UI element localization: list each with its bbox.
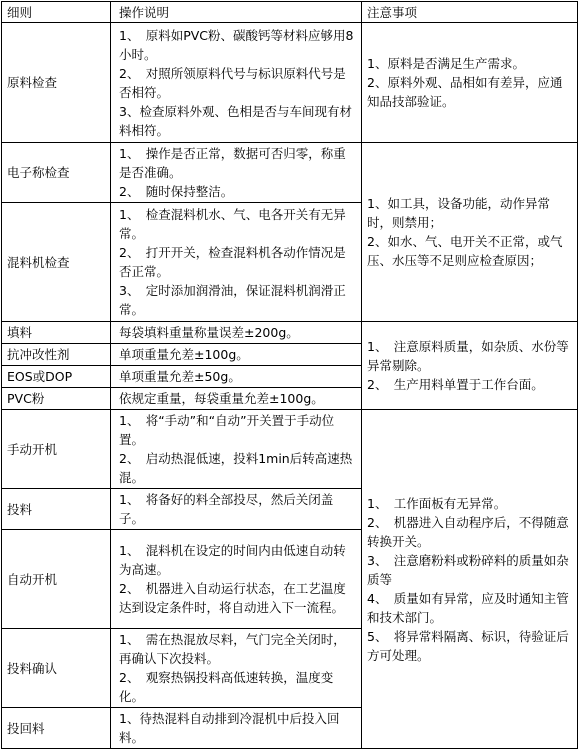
table-row bbox=[2, 410, 578, 489]
row-label: PVC粉 bbox=[2, 388, 111, 410]
note-line: 4、 质量如有异常，应及时通知主管和技术部门。 bbox=[367, 590, 569, 625]
row-operation: 每袋填料重量称量误差±200g。 bbox=[111, 322, 362, 344]
note-line: 2、 生产用料单置于工作台面。 bbox=[367, 377, 544, 392]
operation-line: 2、 随时保持整洁。 bbox=[119, 184, 234, 199]
note-line: 5、 将异常料隔离、标识，待验证后方可处理。 bbox=[367, 628, 569, 663]
notes-cell bbox=[362, 23, 578, 143]
operation-line: 1、 原料如PVC粉、碳酸钙等材料应够用8小时。 bbox=[119, 27, 354, 62]
table-row bbox=[2, 143, 578, 203]
operation-spec-table bbox=[1, 1, 578, 749]
note-line: 1、原料是否满足生产需求。 bbox=[367, 56, 525, 71]
row-operation bbox=[111, 708, 362, 749]
note-line: 3、 注意磨粉料或粉碎料的质量如杂质等 bbox=[367, 552, 569, 587]
note-line: 1、 注意原料质量，如杂质、水份等异常剔除。 bbox=[367, 339, 569, 373]
row-label: EOS或DOP bbox=[2, 366, 111, 388]
operation-line: 1、待热混料自动排到冷混机中后投入回料。 bbox=[119, 711, 340, 745]
row-label: 抗冲改性剂 bbox=[2, 344, 111, 366]
row-operation bbox=[111, 629, 362, 708]
row-label: 手动开机 bbox=[2, 410, 111, 489]
notes-cell bbox=[362, 322, 578, 410]
table-row bbox=[2, 322, 578, 344]
operation-line: 1、 操作是否正常，数据可否归零，称重是否准确。 bbox=[119, 146, 346, 180]
note-line: 1、 工作面板有无异常。 bbox=[367, 495, 507, 511]
operation-line: 2、 对照所领原料代号与标识原料代号是否相符。 bbox=[119, 65, 346, 100]
row-label: 投料 bbox=[2, 489, 111, 530]
row-label: 电子称检查 bbox=[2, 143, 111, 203]
row-operation bbox=[111, 530, 362, 629]
header-operation: 操作说明 bbox=[111, 2, 362, 23]
note-line: 2、如水、气、电开关不正常，或气压、水压等不足则应检查原因； bbox=[367, 234, 563, 268]
row-operation bbox=[111, 489, 362, 530]
notes-cell bbox=[362, 143, 578, 322]
row-operation bbox=[111, 143, 362, 203]
operation-line: 2、 观察热锅投料高低速转换，温度变化。 bbox=[119, 670, 334, 704]
row-label: 自动开机 bbox=[2, 530, 111, 629]
notes-cell bbox=[362, 410, 578, 749]
operation-line: 3、检查原料外观、色相是否与车间现有材料相符。 bbox=[119, 103, 352, 138]
operation-line: 2、 启动热混低速，投料1min后转高速热混。 bbox=[119, 451, 353, 485]
row-label: 投料确认 bbox=[2, 629, 111, 708]
operation-line: 1、 检查混料机水、气、电各开关有无异常。 bbox=[119, 207, 346, 241]
row-operation: 依规定重量，每袋重量允差±100g。 bbox=[111, 388, 362, 410]
operation-line: 2、 打开开关，检查混料机各动作情况是否正常。 bbox=[119, 245, 346, 279]
operation-line: 1、 将备好的料全部投尽，然后关闭盖子。 bbox=[119, 492, 334, 526]
note-line: 1、如工具，设备功能，动作异常时，则禁用； bbox=[367, 196, 550, 230]
row-label: 混料机检查 bbox=[2, 203, 111, 322]
table-row bbox=[2, 23, 578, 143]
operation-line: 3、 定时添加润滑油，保证混料机润滑正常。 bbox=[119, 283, 346, 317]
row-label: 填料 bbox=[2, 322, 111, 344]
header-detail: 细则 bbox=[2, 2, 111, 23]
table-header-row bbox=[2, 2, 578, 23]
row-label: 原料检查 bbox=[2, 23, 111, 143]
note-line: 2、 机器进入自动程序后，不得随意转换开关。 bbox=[367, 514, 569, 549]
operation-line: 1、 将“手动”和“自动”开关置于手动位置。 bbox=[119, 413, 335, 447]
operation-line: 1、 混料机在设定的时间内由低速自动转为高速。 bbox=[119, 543, 346, 577]
header-notes: 注意事项 bbox=[362, 2, 578, 23]
row-operation bbox=[111, 23, 362, 143]
row-operation bbox=[111, 410, 362, 489]
row-operation: 单项重量允差±100g。 bbox=[111, 344, 362, 366]
note-line: 2、原料外观、品相如有差异，应通知品技部验证。 bbox=[367, 75, 563, 109]
operation-line: 2、 机器进入自动运行状态，在工艺温度达到设定条件时，将自动进入下一流程。 bbox=[119, 581, 346, 615]
operation-line: 1、 需在热混放尽料，气门完全关闭时，再确认下次投料。 bbox=[119, 632, 346, 666]
row-operation bbox=[111, 203, 362, 322]
row-operation: 单项重量允差±50g。 bbox=[111, 366, 362, 388]
row-label: 投回料 bbox=[2, 708, 111, 749]
